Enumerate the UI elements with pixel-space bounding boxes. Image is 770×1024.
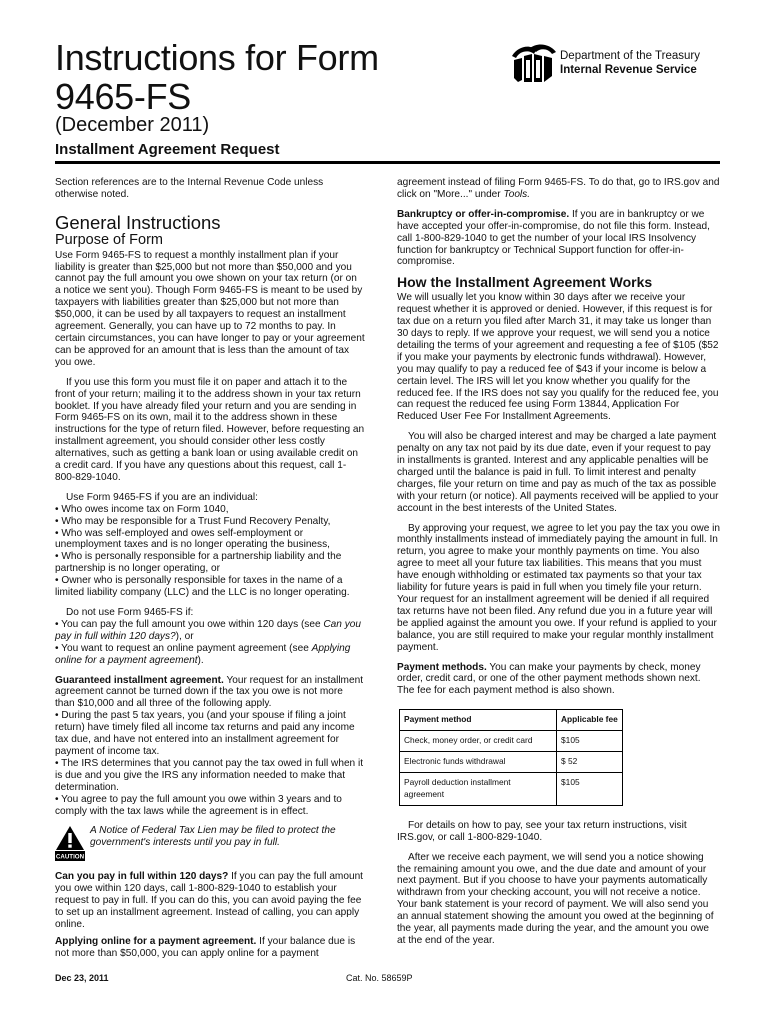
use-list xyxy=(55,504,365,599)
after-payment-paragraph: After we receive each payment, we will send you a notice showing the remaining amount you owe, and the due date and amount of your next payment. But if you choose to have your payments automatically withdrawn from your checking account, you will not receive a notice. Your bank statement is your record of payment. We will also send you an annual statement showing the amount you owed at the beginning of the year, all payments made during the year, and the amount you owe at the end of the year. xyxy=(397,851,714,946)
payment-method-cell: Electronic funds withdrawal xyxy=(400,752,557,773)
title-line-1: Instructions for Form xyxy=(55,37,379,78)
how-to-pay-paragraph: For details on how to pay, see your tax return instructions, visit IRS.gov, or call 1-800-829-1040. xyxy=(397,819,687,843)
fee-table xyxy=(399,709,623,806)
caution-label: CAUTION xyxy=(55,853,85,861)
bankruptcy-paragraph: Bankruptcy or offer-in-compromise. If you are in bankruptcy or we have accepted your offer-in-compromise, do not file this form. Instead, call 1-800-829-1040 to get the number of your local IRS Insolvency function for bankruptcy or Technical Support function for offer-in-compromise. xyxy=(397,208,710,268)
table-row xyxy=(400,731,623,752)
fee-cell: $105 xyxy=(557,731,623,752)
payment-methods-paragraph: Payment methods. You can make your payments by check, money order, credit card, or one of the other payment methods shown next. The fee for each payment method is also shown. xyxy=(397,661,701,697)
catalog-number: Cat. No. 58659P xyxy=(346,973,413,983)
guaranteed-paragraph: Guaranteed installment agreement. Your request for an installment agreement cannot be turned down if the tax you owe is not more than $10,000 and all three of the following apply. xyxy=(55,674,363,710)
payment-method-cell: Payroll deduction installment agreement xyxy=(400,772,557,805)
page-title xyxy=(55,38,379,116)
list-item: • You want to request an online payment agreement (see Applying online for a payment agreement). xyxy=(55,643,365,667)
caution-note xyxy=(55,825,365,861)
irs-eagle-logo-icon xyxy=(508,42,558,84)
use-intro: Use Form 9465-FS if you are an individual: xyxy=(66,491,258,503)
list-item: • Owner who is personally responsible for taxes in the name of a limited liability company (LLC) and the LLC is no longer operating. xyxy=(55,575,365,599)
purpose-paragraph-1: Use Form 9465-FS to request a monthly installment plan if your liability is greater than $25,000 but not more than $50,000 and you cannot pay the full amount you owe shown on your tax return (or on a notice we sent you). Though Form 9465-FS is meant to be used by taxpayers with liabilities greater than $25,000 but not more than $50,000, it can be used by all taxpayers to request an installment agreement. Generally, you can have up to 72 months to pay. In certain circumstances, you can have longer to pay or your agreement can be approved for an amount that is less than the amount of tax you owe. xyxy=(55,249,365,368)
list-item: • Who was self-employed and owes self-employment or unemployment taxes and is no longer operating the business, xyxy=(55,528,365,552)
fee-cell: $105 xyxy=(557,772,623,805)
list-item: • Who may be responsible for a Trust Fund Recovery Penalty, xyxy=(55,516,365,528)
left-column xyxy=(55,177,365,960)
not-use-list xyxy=(55,619,365,667)
header-rule xyxy=(55,161,720,164)
list-item: • Who is personally responsible for a partnership liability and the partnership is no longer operating, or xyxy=(55,551,365,575)
intro-note: Section references are to the Internal Revenue Code unless otherwise noted. xyxy=(55,177,324,200)
how-it-works-heading: How the Installment Agreement Works xyxy=(397,274,653,291)
title-line-2: 9465-FS xyxy=(55,76,191,117)
footer-date: Dec 23, 2011 xyxy=(55,973,109,983)
revision-date: (December 2011) xyxy=(55,114,210,136)
list-item: • The IRS determines that you cannot pay the tax owed in full when it is due and you give the IRS any information needed to make that determination. xyxy=(55,758,365,794)
table-row xyxy=(400,752,623,773)
column-header: Applicable fee xyxy=(557,710,623,731)
agency-name xyxy=(560,49,700,77)
not-use-intro: Do not use Form 9465-FS if: xyxy=(66,607,194,618)
list-item: • Who owes income tax on Form 1040, xyxy=(55,504,365,516)
payment-method-cell: Check, money order, or credit card xyxy=(400,731,557,752)
irs-line: Internal Revenue Service xyxy=(560,64,697,76)
caution-icon xyxy=(55,825,85,861)
caution-text: A Notice of Federal Tax Lien may be filed to protect the government's interests until you pay in full. xyxy=(90,825,336,849)
right-column xyxy=(397,177,720,947)
how-paragraph-2: You will also be charged interest and may be charged a late payment penalty on any tax not paid by its due date, even if your request to pay in installments is granted. Interest and any applicable penalties will be charged until the balance is paid in full. To limit interest and penalty charges, file your return on time and pay as much of the tax as possible with your return (or notice). All payments received will be applied to your account in the best interests of the United States. xyxy=(397,431,719,514)
pay-in-full-paragraph: Can you pay in full within 120 days? If you can pay the full amount you owe within 120 days, call 1-800-829-1040 to establish your request to pay in full. If you can do this, you can avoid paying the fee to set up an installment agreement. Instead of calling, you can apply online. xyxy=(55,871,363,931)
department-line: Department of the Treasury xyxy=(560,50,700,62)
purpose-heading: Purpose of Form xyxy=(55,231,163,248)
purpose-paragraph-2: If you use this form you must file it on paper and attach it to the front of your return; mailing it to the address shown in your tax return booklet. If you have already filed your return and you are sending in Form 9465-FS on its own, mail it to the address shown in these instructions for the type of return filed. However, before requesting an installment agreement, you should consider other less costly alternatives, such as getting a bank loan or using available credit on a credit card. If you have any questions about this request, call 1-800-829-1040. xyxy=(55,376,365,483)
list-item: • You can pay the full amount you owe within 120 days (see Can you pay in full within 120 days?), or xyxy=(55,619,365,643)
table-row xyxy=(400,772,623,805)
online-paragraph: Applying online for a payment agreement. If your balance due is not more than $50,000, you can apply online for a payment xyxy=(55,935,356,959)
table-header-row xyxy=(400,710,623,731)
list-item: • During the past 5 tax years, you (and your spouse if filing a joint return) have timely filed all income tax returns and paid any income tax due, and have not entered into an installment agreement for payment of income tax. xyxy=(55,710,365,758)
form-subtitle: Installment Agreement Request xyxy=(55,141,280,158)
list-item: • You agree to pay the full amount you owe within 3 years and to comply with the tax laws while the agreement is in effect. xyxy=(55,794,365,818)
guaranteed-list xyxy=(55,710,365,817)
how-paragraph-1: We will usually let you know within 30 days after we receive your request whether it is approved or denied. However, if this request is for tax due on a return you filed after March 31, it may take us longer than 30 days to reply. If we approve your request, we will send you a notice detailing the terms of your agreement and requesting a fee of $105 ($52 if you make your payments by electronic funds withdrawal). However, you may qualify to pay a reduced fee of $43 if your income is below a certain level. The IRS will let you know whether you qualify for the reduced fee. If the IRS does not say you qualify for the reduced fee, you can request the reduced fee using Form 13844, Application For Reduced User Fee For Installment Agreements. xyxy=(397,292,719,423)
online-continued-paragraph: agreement instead of filing Form 9465-FS. To do that, go to IRS.gov and click on "More..." under Tools. xyxy=(397,177,720,200)
general-instructions-heading: General Instructions xyxy=(55,211,221,233)
how-paragraph-3: By approving your request, we agree to let you pay the tax you owe in monthly installments instead of immediately paying the amount in full. In return, you agree to make your monthly payments on time. You also agree to meet all your future tax liabilities. This means that you must have enough withholding or estimated tax payments so that your tax liability for future years is paid in full when you timely file your return. Your request for an installment agreement will be denied if all required tax returns have not been filed. Any refund due you in a future year will be applied against the amount you owe. If your refund is applied to your balance, you are still required to make your regular monthly installment payment. xyxy=(397,522,720,653)
fee-cell: $ 52 xyxy=(557,752,623,773)
column-header: Payment method xyxy=(400,710,557,731)
